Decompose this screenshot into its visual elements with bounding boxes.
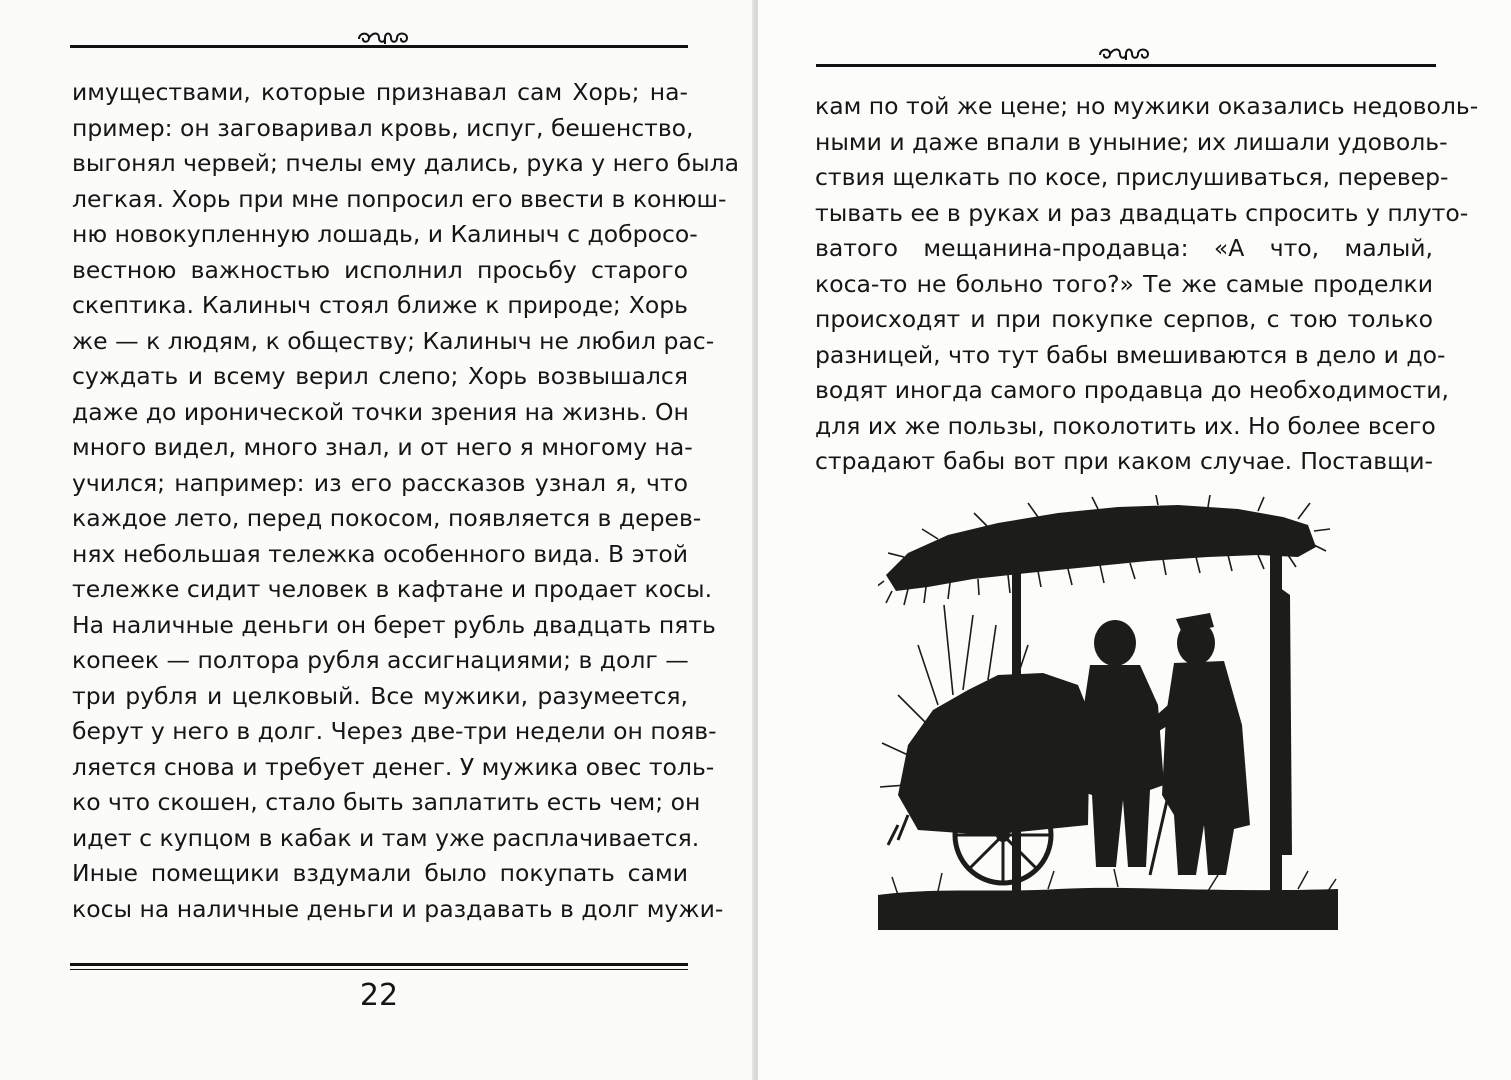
text-line: кам по той же цене; но мужики оказались недоволь-	[815, 92, 1479, 120]
top-rule	[70, 45, 688, 48]
text-line: пример: он заговаривал кровь, испуг, бешенство,	[72, 113, 694, 142]
text-line: На наличные деньги он берет рубль двадцать пять	[72, 610, 716, 639]
left-page	[0, 0, 755, 1080]
scroll-ornament-icon	[1096, 44, 1156, 64]
text-line: косы на наличные деньги и раздавать в долг мужи-	[72, 894, 724, 923]
text-line: берут у него в долг. Через две-три недели он появ-	[72, 717, 717, 745]
left-body-text	[72, 75, 740, 927]
text-line: ляется снова и требует денег. У мужика овес толь-	[72, 752, 715, 781]
text-line: для их же пользы, поколотить их. Но более всего	[815, 411, 1436, 440]
text-line: тывать ее в руках и раз двадцать спросить у плуто-	[815, 198, 1469, 227]
text-line: ными и даже впали в уныние; их лишали удоволь-	[815, 127, 1448, 156]
text-line: нях небольшая тележка особенного вида. В этой	[72, 539, 688, 568]
text-line: же — к людям, к обществу; Калиныч не любил рас-	[72, 326, 715, 355]
text-line: водят иногда самого продавца до необходимости,	[815, 376, 1449, 404]
text-line: ко что скошен, стало быть заплатить есть чем; он	[72, 788, 701, 816]
text-line: много видел, много знал, и от него я многому на-	[72, 433, 693, 461]
text-line: страдают бабы вот при каком случае. Поставщи-	[815, 447, 1433, 475]
text-line: вестною важностью исполнил просьбу старого	[72, 255, 688, 284]
text-line: копеек — полтора рубля ассигнациями; в долг —	[72, 646, 689, 674]
top-rule	[816, 64, 1436, 67]
right-body-text	[815, 89, 1479, 480]
silhouette-illustration-icon	[878, 495, 1338, 930]
text-line: происходят и при покупке серпов, с тою только	[815, 305, 1433, 333]
text-line: ватого мещанина-продавца: «А что, малый,	[815, 234, 1433, 262]
text-line: три рубля и целковый. Все мужики, разумеется,	[72, 681, 688, 710]
text-line: ню новокупленную лошадь, и Калиныч с добросо-	[72, 220, 698, 248]
text-line: скептика. Калиныч стоял ближе к природе; Хорь	[72, 291, 688, 319]
page-number: 22	[359, 978, 399, 1013]
text-line: коса-то не больно того?» Те же самые проделки	[815, 269, 1433, 298]
bottom-rule-thin	[70, 969, 688, 970]
text-line: легкая. Хорь при мне попросил его ввести в конюш-	[72, 184, 727, 213]
text-line: даже до иронической точки зрения на жизнь. Он	[72, 397, 689, 426]
text-line: каждое лето, перед покосом, появляется в дерев-	[72, 504, 702, 532]
bottom-rule	[70, 963, 688, 966]
text-line: имуществами, которые признавал сам Хорь; на-	[72, 78, 688, 106]
text-line: учился; например: из его рассказов узнал я, что	[72, 468, 688, 497]
right-page	[758, 0, 1511, 1080]
text-line: суждать и всему верил слепо; Хорь возвышался	[72, 362, 688, 390]
text-line: идет с купцом в кабак и там уже расплачивается.	[72, 823, 700, 852]
text-line: разницей, что тут бабы вмешиваются в дело и до-	[815, 340, 1446, 369]
text-line: Иные помещики вздумали было покупать сами	[72, 859, 688, 887]
text-line: тележке сидит человек в кафтане и продает косы.	[72, 575, 713, 603]
text-line: ствия щелкать по косе, прислушиваться, перевер-	[815, 163, 1449, 191]
text-line: выгонял червей; пчелы ему дались, рука у него была	[72, 149, 740, 177]
